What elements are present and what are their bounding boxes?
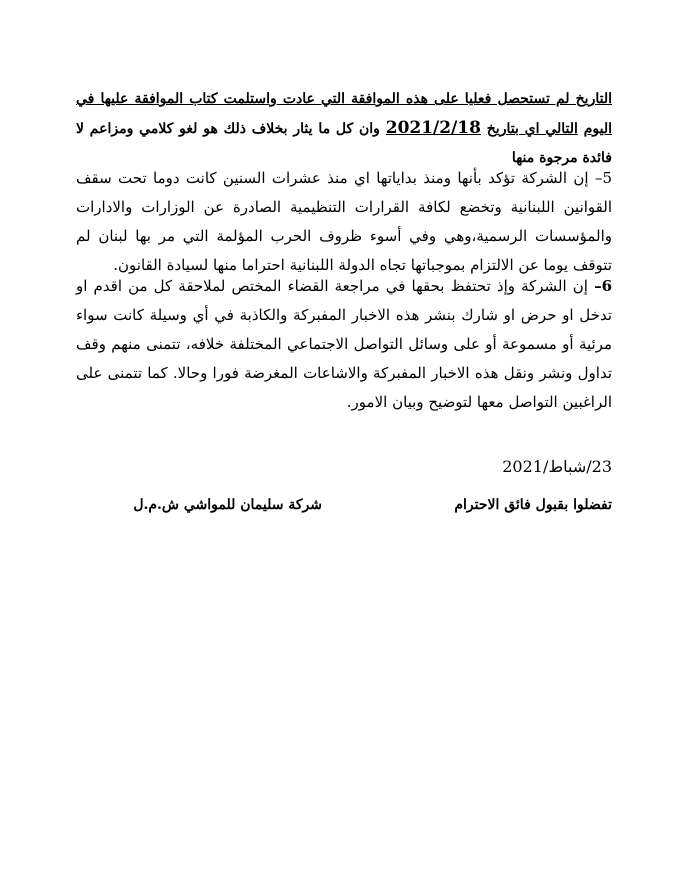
- intro-paragraph: [76, 85, 612, 173]
- closing-salutation: تفضلوا بقبول فائق الاحترام: [454, 497, 612, 513]
- intro-line-3: مرجوة منها: [511, 150, 578, 166]
- item-number: 6–: [594, 277, 612, 295]
- item-text: إن الشركة وإذ تحتفظ بحقها في مراجعة القضاء المختص لملاحقة كل من اقدم او تدخل او حرض او شارك بنشر هذه الاخبار المفبركة والكاذبة في أي وسيلة كانت سواء مرئية أو مسموعة أو على وسائل التواصل الاجتماعي المختلفة خلافه، تتمنى منهم وقف تداول ونشر ونقل هذه الاخبار المفبركة والاشاعات المغرضة فورا وحالا. كما تتمنى على الراغبين التواصل معها لتوضيح وبيان الامور.: [76, 277, 612, 411]
- item-number: 5–: [594, 169, 612, 187]
- list-item: [76, 164, 612, 280]
- intro-date: 2021/2/18: [385, 118, 481, 138]
- intro-line-2a: التالي اي بتاريخ: [486, 121, 578, 137]
- company-signature: شركة سليمان للمواشي ش.م.ل: [133, 497, 322, 513]
- item-text: إن الشركة تؤكد بأنها ومنذ بداياتها اي منذ عشرات السنين كانت دوما تحت سقف القوانين اللبنانية وتخضع لكافة القرارات التنظيمية الصادرة عن الوزارات والادارات والمؤسسات الرسمية،وهي وفي أسوء ظروف الحرب المؤلمة التي مر بها لبنان لم تتوقف يوما عن الالتزام بموجباتها تجاه الدولة اللبنانية احتراما منها لسيادة القانون.: [76, 169, 612, 274]
- intro-line-1: التاريخ لم تستحصل فعليا على هذه الموافقة التي عادت واستلمت كتاب الموافقة عليها في اليوم: [76, 91, 612, 137]
- letter-date: 23/شباط/2021: [502, 457, 612, 476]
- intro-line-2b: وان كل ما يثار بخلاف ذلك هو لغو كلامي ومزاعم لا فائدة: [76, 121, 612, 166]
- list-item: [76, 272, 612, 417]
